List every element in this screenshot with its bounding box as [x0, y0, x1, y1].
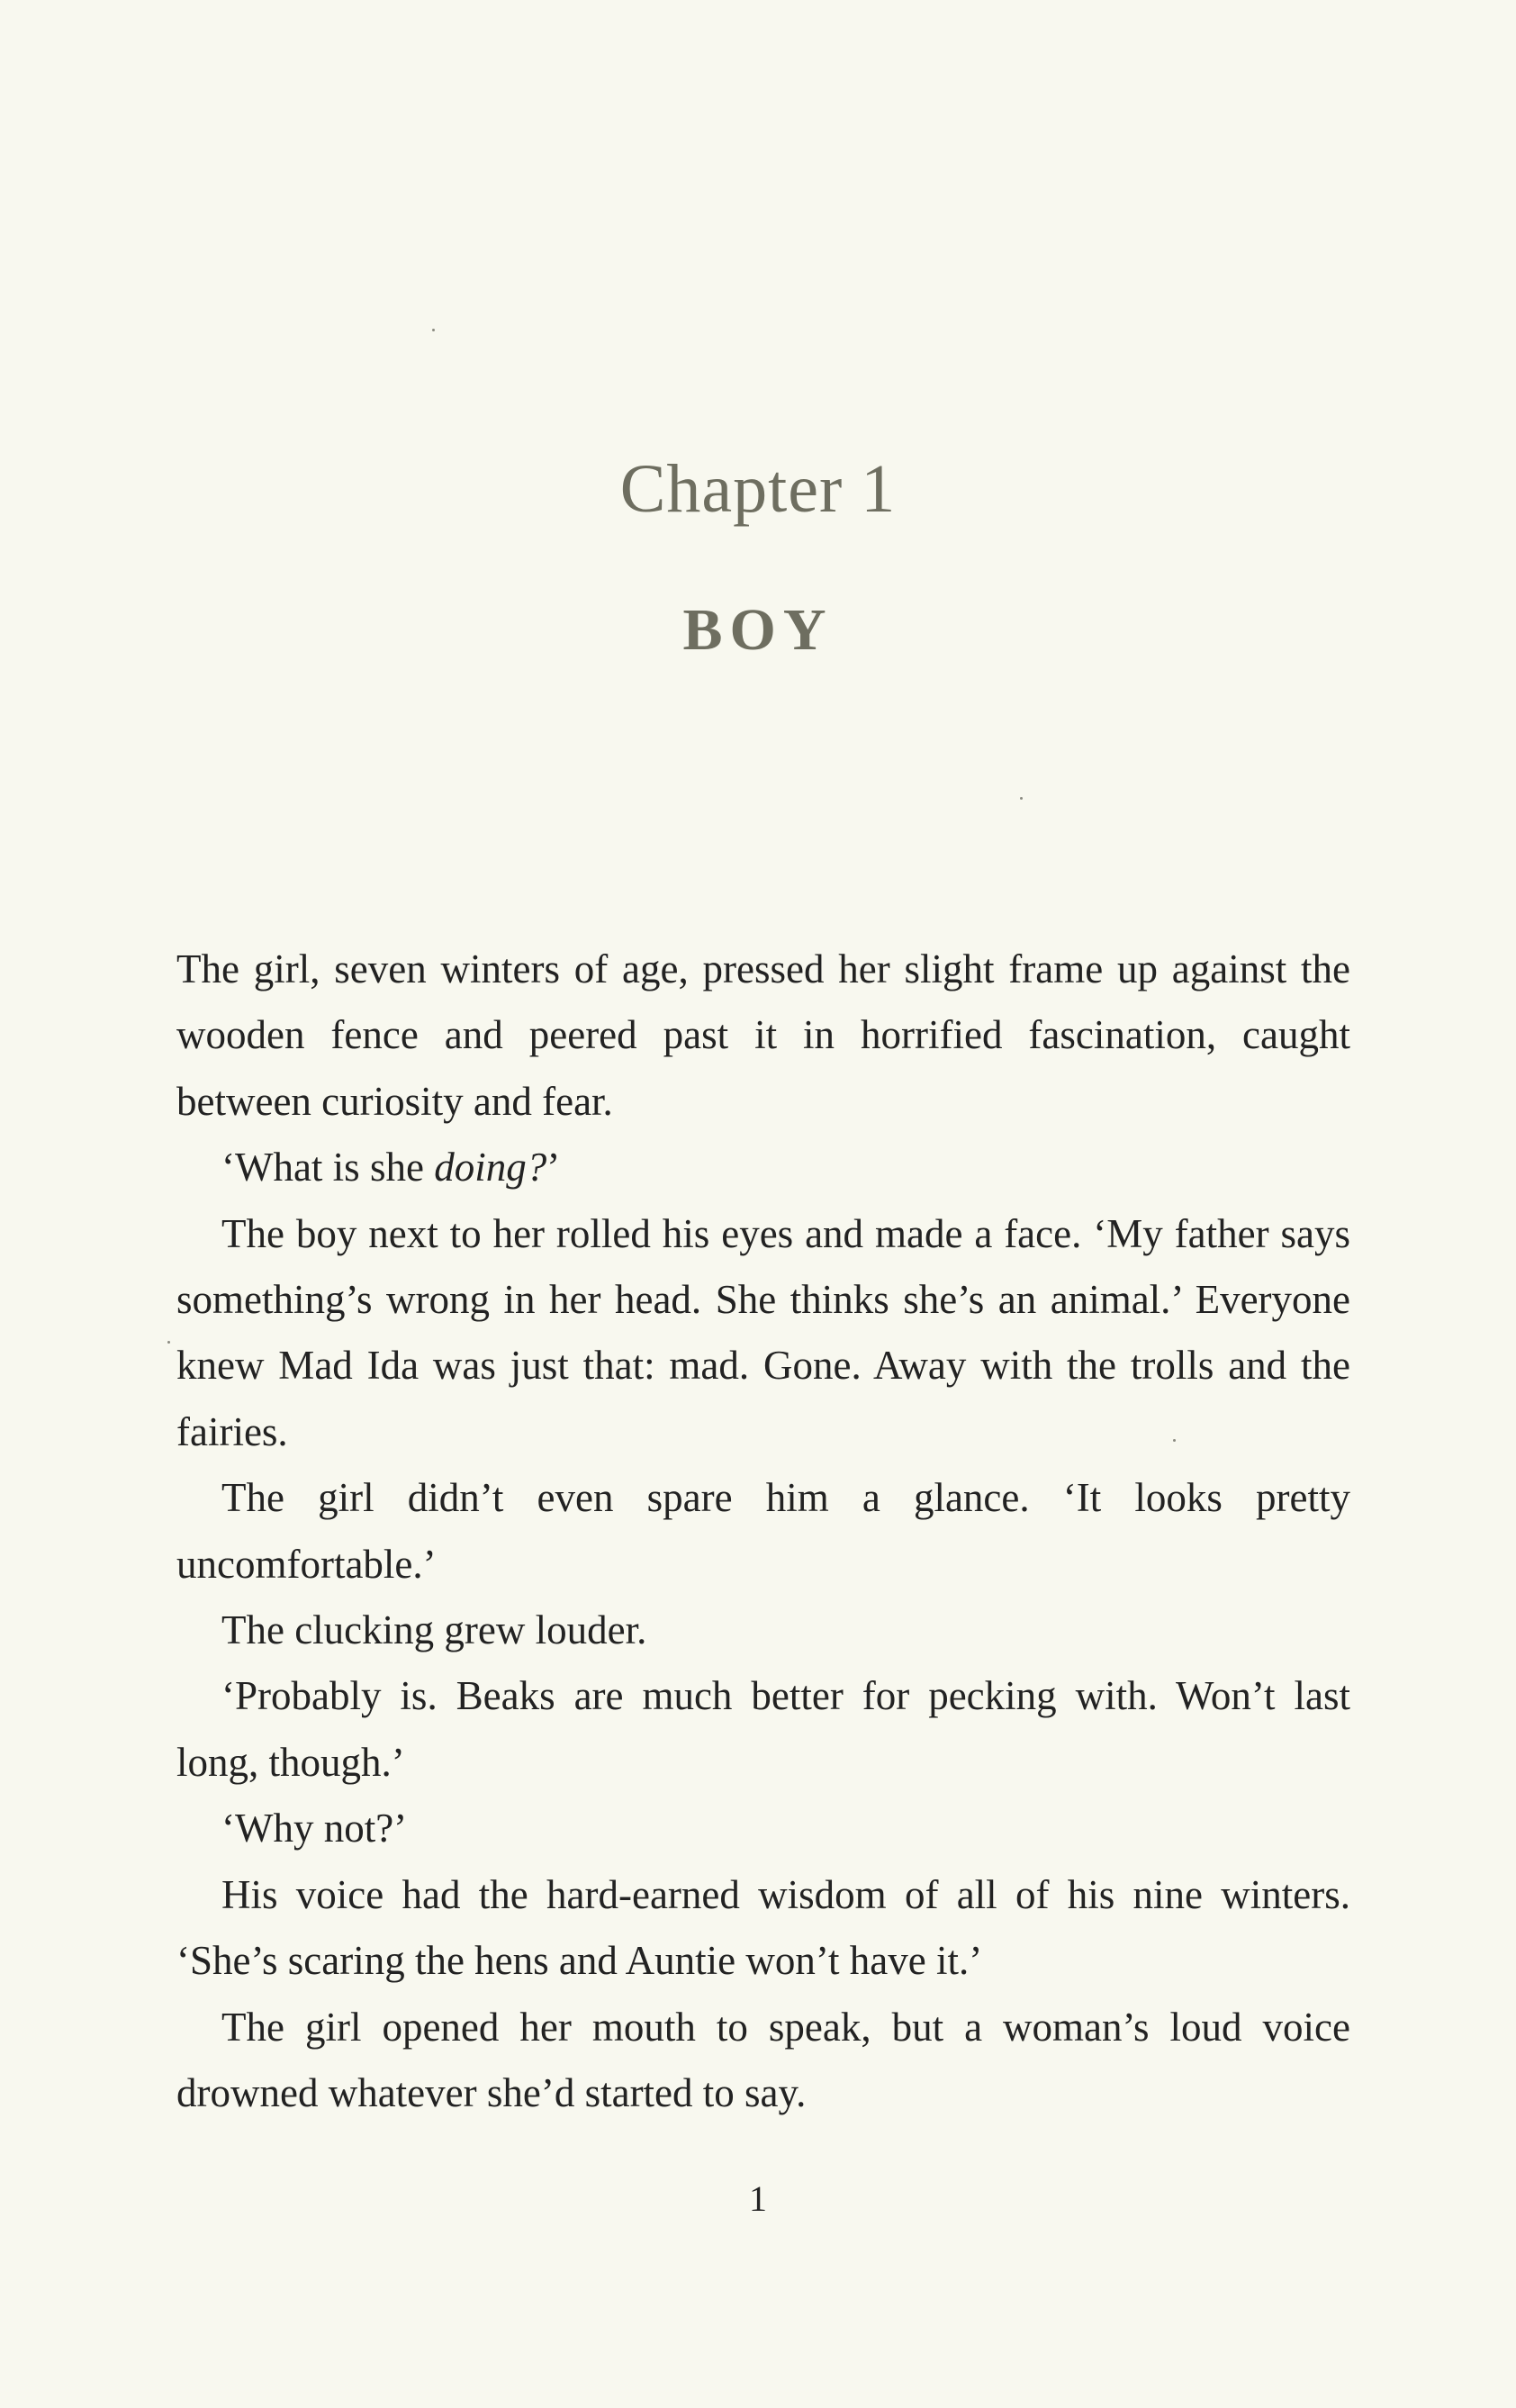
paragraph-text: ’ — [546, 1145, 561, 1190]
paragraph — [176, 1135, 1350, 1200]
paragraph-text: The girl didn’t even spare him a glance. ‘It looks pretty uncomfortable.’ — [176, 1475, 1350, 1587]
paragraph-text: The clucking grew louder. — [221, 1607, 647, 1653]
paragraph-text: ‘Why not?’ — [221, 1806, 408, 1851]
paragraph — [176, 1598, 1350, 1663]
paper-speck — [432, 329, 435, 331]
paragraph — [176, 1995, 1350, 2127]
page-number: 1 — [749, 2178, 767, 2219]
paragraph-text: The boy next to her rolled his eyes and made a face. ‘My father says something’s wrong in her head. She thinks she’s an animal.’ Everyone knew Mad Ida was just that: mad. Gone. Away with the trolls and the fairies. — [176, 1210, 1350, 1454]
emphasis-text: doing? — [434, 1145, 547, 1190]
paragraph-text: ‘Probably is. Beaks are much better for pecking with. Won’t last long, though.’ — [176, 1673, 1350, 1785]
paragraph-text: His voice had the hard-earned wisdom of all of his nine winters. ‘She’s scaring the hens and Auntie won’t have it.’ — [176, 1871, 1350, 1984]
paragraph — [176, 1663, 1350, 1796]
paragraph — [176, 1201, 1350, 1466]
chapter-heading: Chapter 1 — [619, 451, 897, 527]
paper-speck — [167, 1341, 170, 1344]
paragraph-text: The girl, seven winters of age, pressed her slight frame up against the wooden fence and peered past it in horrified fascination, caught between curiosity and fear. — [176, 946, 1350, 1124]
body-text — [176, 937, 1350, 2126]
paragraph — [176, 937, 1350, 1135]
paper-speck — [1020, 797, 1023, 800]
paragraph — [176, 1862, 1350, 1995]
paragraph-text: The girl opened her mouth to speak, but a woman’s loud voice drowned whatever she’d started to say. — [176, 2004, 1350, 2115]
paper-speck — [1173, 1439, 1176, 1442]
chapter-title: BOY — [682, 597, 834, 663]
paragraph-text: ‘What is she — [221, 1145, 435, 1190]
paragraph — [176, 1465, 1350, 1598]
paragraph — [176, 1796, 1350, 1861]
